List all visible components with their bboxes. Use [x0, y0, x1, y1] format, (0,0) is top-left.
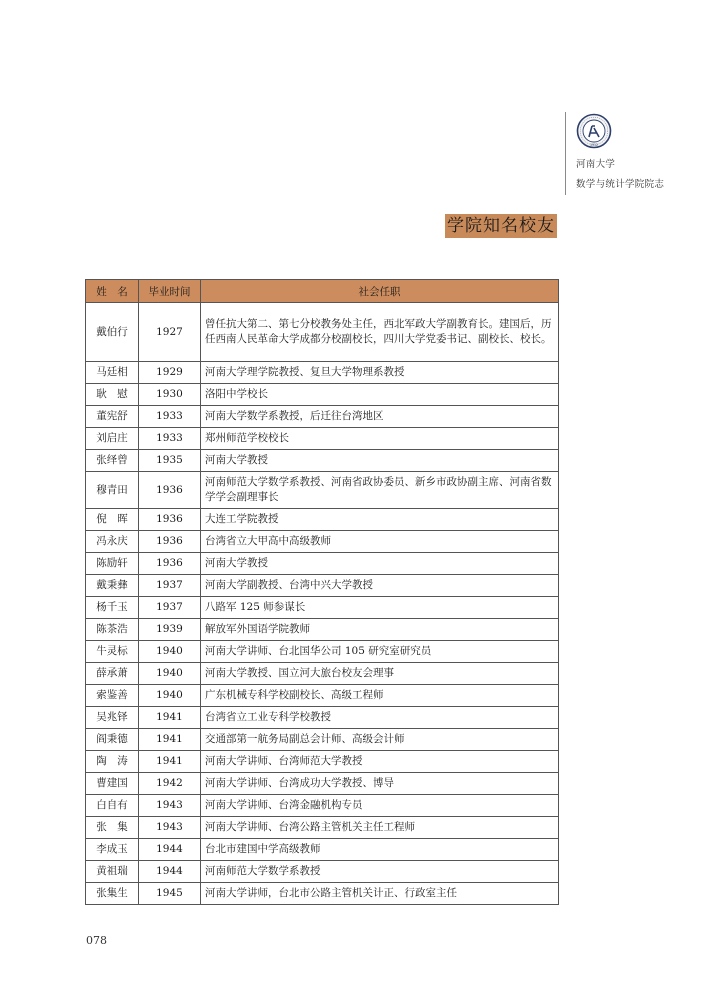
header-divider [565, 112, 566, 195]
alumni-name: 吴兆铎 [86, 707, 139, 729]
social-position: 河南大学教授 [201, 450, 559, 472]
section-title: 学院知名校友 [447, 216, 555, 236]
alumni-name: 曹建国 [86, 773, 139, 795]
alumni-name: 冯永庆 [86, 531, 139, 553]
table-row [86, 883, 559, 905]
alumni-name: 戴伯行 [86, 303, 139, 362]
alumni-name: 戴秉彝 [86, 575, 139, 597]
table-row [86, 428, 559, 450]
alumni-name: 牛灵标 [86, 641, 139, 663]
table-row [86, 817, 559, 839]
table-row [86, 450, 559, 472]
table-header-row [86, 280, 559, 303]
graduation-year: 1940 [139, 685, 201, 707]
table-row [86, 685, 559, 707]
graduation-year: 1936 [139, 509, 201, 531]
header-institute: 数学与统计学院院志 [576, 179, 665, 190]
table-row [86, 384, 559, 406]
alumni-name: 陈茶浩 [86, 619, 139, 641]
alumni-name: 张集生 [86, 883, 139, 905]
table-row [86, 509, 559, 531]
graduation-year: 1937 [139, 575, 201, 597]
social-position: 河南大学讲师，台北市公路主管机关计正、行政室主任 [201, 883, 559, 905]
social-position: 河南大学讲师、台湾公路主管机关主任工程师 [201, 817, 559, 839]
alumni-name: 陈励轩 [86, 553, 139, 575]
alumni-table [85, 279, 559, 905]
graduation-year: 1941 [139, 707, 201, 729]
table-row [86, 641, 559, 663]
graduation-year: 1941 [139, 751, 201, 773]
graduation-year: 1940 [139, 641, 201, 663]
graduation-year: 1930 [139, 384, 201, 406]
alumni-name: 刘启庄 [86, 428, 139, 450]
alumni-name: 李成玉 [86, 839, 139, 861]
social-position: 河南师范大学数学系教授、河南省政协委员、新乡市政协副主席、河南省数学学会副理事长 [201, 472, 559, 509]
table-row [86, 362, 559, 384]
table-row [86, 531, 559, 553]
table-row [86, 406, 559, 428]
column-header-name: 姓 名 [86, 280, 139, 303]
alumni-name: 白自有 [86, 795, 139, 817]
social-position: 台湾省立大甲高中高级教师 [201, 531, 559, 553]
table-row [86, 472, 559, 509]
alumni-name: 索鉴善 [86, 685, 139, 707]
social-position: 八路军 125 师参谋长 [201, 597, 559, 619]
table-row [86, 751, 559, 773]
table-row [86, 553, 559, 575]
social-position: 河南大学教授 [201, 553, 559, 575]
graduation-year: 1935 [139, 450, 201, 472]
graduation-year: 1936 [139, 553, 201, 575]
table-row [86, 707, 559, 729]
table-row [86, 861, 559, 883]
page-number: 078 [86, 934, 107, 947]
table-row [86, 773, 559, 795]
social-position: 河南大学讲师、台湾师范大学教授 [201, 751, 559, 773]
graduation-year: 1933 [139, 406, 201, 428]
graduation-year: 1936 [139, 531, 201, 553]
table-row [86, 303, 559, 362]
graduation-year: 1927 [139, 303, 201, 362]
alumni-name: 杨千玉 [86, 597, 139, 619]
social-position: 河南大学讲师、台湾成功大学教授、博导 [201, 773, 559, 795]
logo-year: 1912 [589, 143, 599, 147]
graduation-year: 1933 [139, 428, 201, 450]
graduation-year: 1941 [139, 729, 201, 751]
table-row [86, 795, 559, 817]
alumni-name: 马廷相 [86, 362, 139, 384]
column-header-position: 社会任职 [201, 280, 559, 303]
alumni-name: 黄祖瑞 [86, 861, 139, 883]
table-row [86, 839, 559, 861]
alumni-name: 薛承萧 [86, 663, 139, 685]
table-row [86, 729, 559, 751]
column-header-year: 毕业时间 [139, 280, 201, 303]
graduation-year: 1939 [139, 619, 201, 641]
social-position: 台北市建国中学高级教师 [201, 839, 559, 861]
social-position: 广东机械专科学校副校长、高级工程师 [201, 685, 559, 707]
table-row [86, 619, 559, 641]
alumni-name: 陶 涛 [86, 751, 139, 773]
social-position: 河南大学数学系教授，后迁往台湾地区 [201, 406, 559, 428]
social-position: 郑州师范学校校长 [201, 428, 559, 450]
graduation-year: 1944 [139, 861, 201, 883]
alumni-name: 董宪舒 [86, 406, 139, 428]
graduation-year: 1944 [139, 839, 201, 861]
alumni-name: 张绎曾 [86, 450, 139, 472]
graduation-year: 1943 [139, 817, 201, 839]
alumni-name: 倪 晖 [86, 509, 139, 531]
social-position: 曾任抗大第二、第七分校教务处主任，西北军政大学副教育长。建国后，历任西南人民革命大学成都分校副校长，四川大学党委书记、副校长、校长。 [201, 303, 559, 362]
social-position: 河南师范大学数学系教授 [201, 861, 559, 883]
social-position: 河南大学讲师、台湾金融机构专员 [201, 795, 559, 817]
graduation-year: 1943 [139, 795, 201, 817]
graduation-year: 1929 [139, 362, 201, 384]
alumni-name: 耿 慰 [86, 384, 139, 406]
social-position: 河南大学副教授、台湾中兴大学教授 [201, 575, 559, 597]
table-row [86, 597, 559, 619]
social-position: 河南大学讲师、台北国华公司 105 研究室研究员 [201, 641, 559, 663]
alumni-name: 阎秉德 [86, 729, 139, 751]
table-row [86, 575, 559, 597]
graduation-year: 1942 [139, 773, 201, 795]
social-position: 河南大学教授、国立河大旅台校友会理事 [201, 663, 559, 685]
social-position: 洛阳中学校长 [201, 384, 559, 406]
graduation-year: 1936 [139, 472, 201, 509]
table-row [86, 663, 559, 685]
graduation-year: 1937 [139, 597, 201, 619]
alumni-name: 张 集 [86, 817, 139, 839]
social-position: 河南大学理学院教授、复旦大学物理系教授 [201, 362, 559, 384]
social-position: 大连工学院教授 [201, 509, 559, 531]
graduation-year: 1945 [139, 883, 201, 905]
social-position: 交通部第一航务局副总会计师、高级会计师 [201, 729, 559, 751]
graduation-year: 1940 [139, 663, 201, 685]
social-position: 解放军外国语学院教师 [201, 619, 559, 641]
social-position: 台湾省立工业专科学校教授 [201, 707, 559, 729]
alumni-name: 穆青田 [86, 472, 139, 509]
university-logo-icon [576, 113, 612, 149]
header-university: 河南大学 [576, 159, 616, 170]
